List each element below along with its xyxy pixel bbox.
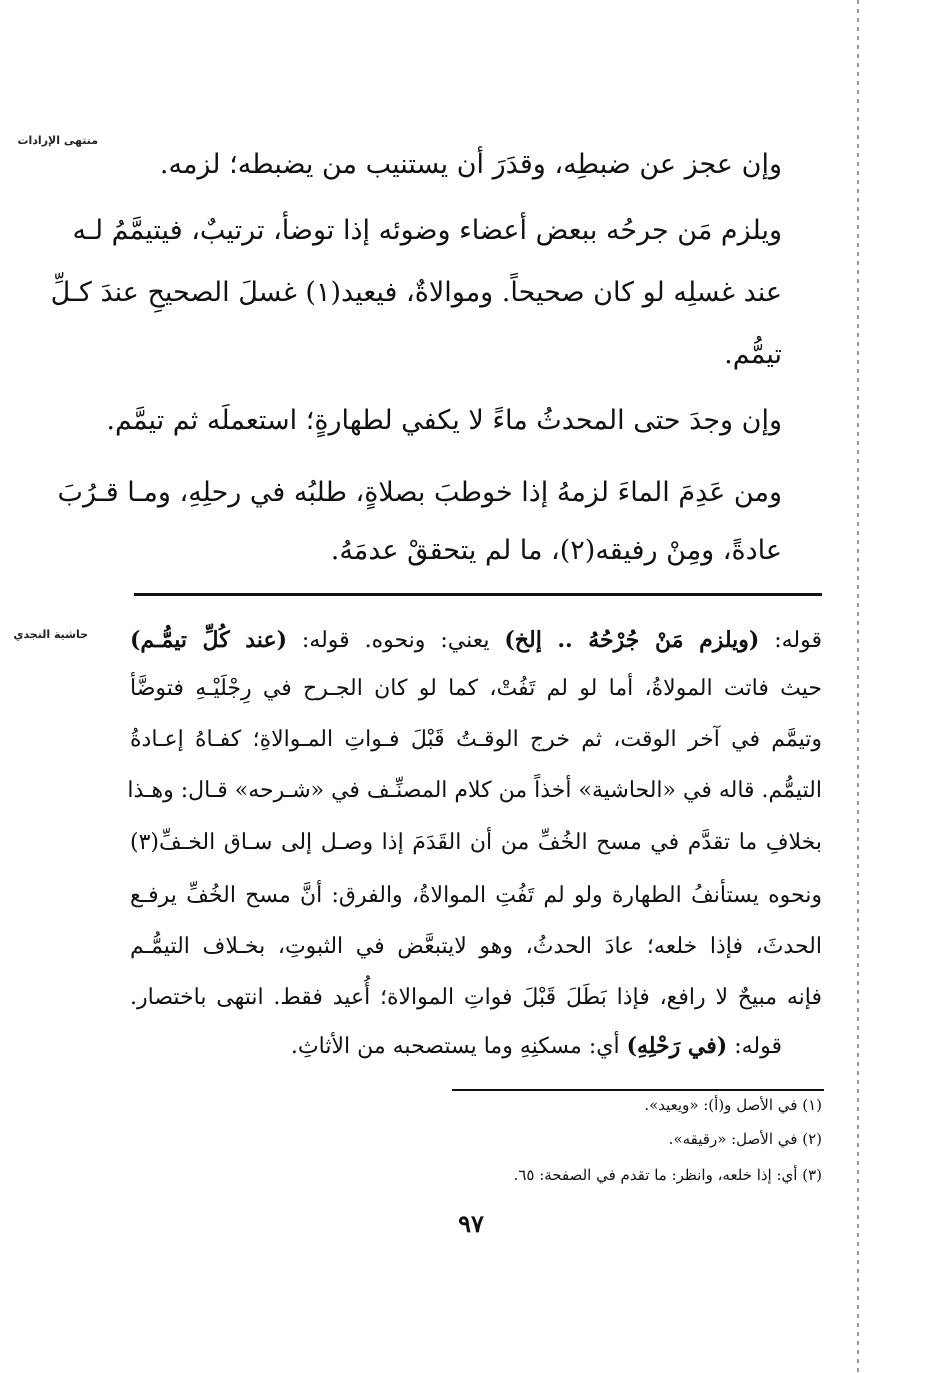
- commentary-line-9: [291, 1021, 782, 1072]
- commentary-line-2: حيث فاتت المولاةُ، أما لو لم تَفُتْ، كما لو كان الجـرح في رِجْلَيْـهِ فتوضَّأ: [130, 676, 822, 701]
- footnote-1: (١) في الأصل و(أ): «ويعيد».: [644, 1096, 822, 1114]
- right-margin-dots: [857, 0, 859, 1373]
- commentary-line-7: الحدثَ، فإذا خلعه؛ عادَ الحدثُ، وهو لايتبعَّض في الثبوتِ، بخـلاف التيمُّـم: [130, 934, 822, 959]
- commentary-line-5: بخلافِ ما تقدَّم في مسح الخُفِّ من أن القَدَمَ إذا وصـل إلى سـاق الخـفِّ(٣): [130, 830, 822, 855]
- footnote-2: (٢) في الأصل: «رقيقه».: [668, 1130, 822, 1148]
- commentary-line-8: فإنه مبيحٌ لا رافع، فإذا بَطَلَ قَبْلَ فواتِ الموالاة؛ أُعيد فقط. انتهى باختصار.: [130, 985, 822, 1010]
- main-line-3: عند غسلِه لو كان صحيحاً. وموالاةٌ، فيعيد(١) غسلَ الصحيحِ عندَ كـلِّ: [50, 277, 782, 308]
- page-number: ٩٧: [458, 1209, 484, 1238]
- commentary-gloss-1: يعني: ونحوه. قوله:: [286, 628, 505, 653]
- side-label-muntaha: منتهى الإرادات: [17, 134, 98, 147]
- footnote-divider: [452, 1089, 824, 1091]
- side-label-hashiya: حاشية النجدي: [13, 628, 88, 641]
- commentary: [127, 615, 822, 1065]
- commentary-line-4: التيمُّم. قاله في «الحاشية» أخذاً من كلام المصنِّـف في «شـرحه» قـال: وهـذا: [127, 778, 822, 803]
- commentary-line-1: [130, 615, 822, 666]
- section-divider: [134, 593, 822, 596]
- main-line-6: ومن عَدِمَ الماءَ لزمهُ إذا خوطبَ بصلاةٍ، طلبُه في رحلِهِ، ومـا قـرُبَ: [57, 477, 782, 508]
- commentary-lemma-3: (في رَحْلِهِ): [626, 1033, 728, 1059]
- footnotes: [440, 1096, 822, 1196]
- commentary-lemma-1: (ويلزم مَنْ جُرْحُهُ .. إلخ): [504, 627, 760, 653]
- footnote-3: (٣) أي: إذا خلعه، وانظر: ما تقدم في الصفحة: ٦٥.: [513, 1166, 822, 1184]
- commentary-line-3: وتيمَّم في آخر الوقت، ثم خرج الوقـتُ قَبْلَ فـواتِ المـوالاةِ؛ كفـاهُ إعـادةُ: [130, 727, 822, 752]
- main-line-2: ويلزم مَن جرحُه ببعض أعضاء وضوئه إذا توضأ، ترتيبٌ، فيتيمَّمُ لـه: [72, 215, 782, 246]
- main-line-4: تيمُّم.: [724, 339, 782, 370]
- main-line-1: وإن عجز عن ضبطِه، وقدَرَ أن يستنيب من يضبطه؛ لزمه.: [159, 149, 782, 180]
- commentary-qawluh-2: قوله:: [727, 1034, 782, 1059]
- commentary-lemma-2: (عند كُلِّ تيمُّـم): [130, 627, 287, 653]
- commentary-qawluh-1: قوله:: [759, 628, 822, 653]
- commentary-gloss-2: أي: مسكنِهِ وما يستصحبه من الأثاثِ.: [290, 1034, 627, 1059]
- commentary-line-6: ونحوه يستأنفُ الطهارة ولو لم تَفُتِ الموالاةُ، والفرق: أنَّ مسح الخُفِّ يرفـع: [130, 883, 822, 908]
- main-line-5: وإن وجدَ حتى المحدثُ ماءً لا يكفي لطهارةٍ؛ استعملَه ثم تيمَّم.: [106, 405, 782, 436]
- main-line-7: عادةً، ومِنْ رفيقه(٢)، ما لم يتحققْ عدمَهُ.: [330, 535, 782, 566]
